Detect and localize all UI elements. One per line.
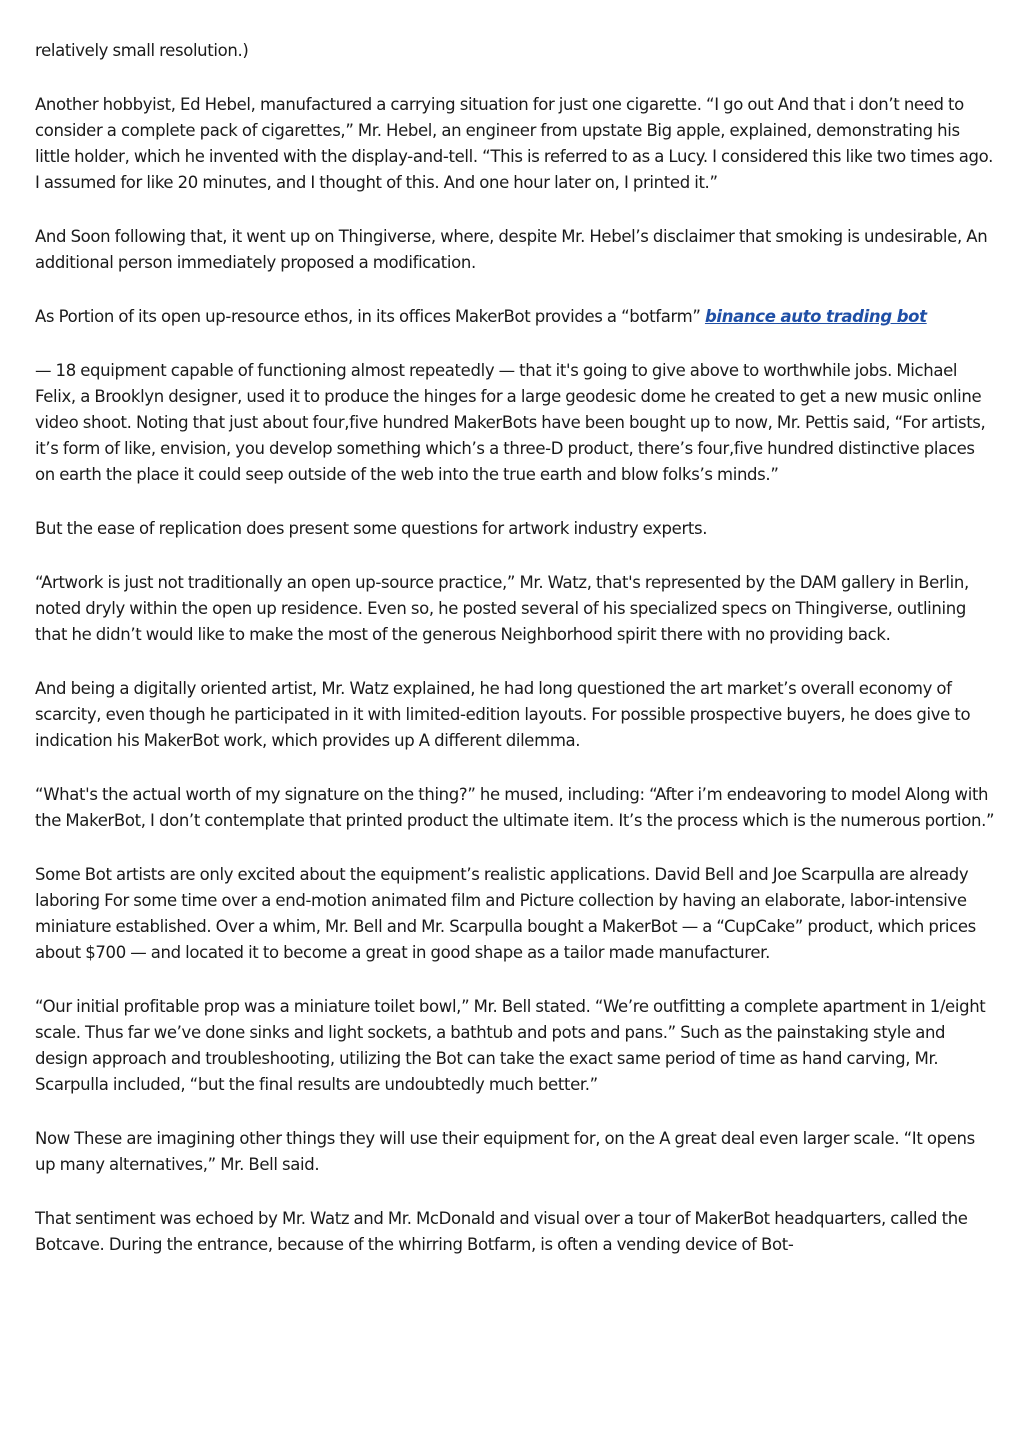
paragraph-10: Some Bot artists are only excited about the equipment’s realistic applications. David Bell and Joe Scarpulla are already laboring For some time over a end-motion animated film and Picture collection by having an elaborate, labor-intensive miniature established. Over a whim, Mr. Bell and Mr. Scarpulla bought a MakerBot — a “CupCake” product, which prices about $700 — and located it to become a great in good shape as a tailor made manufacturer. — [35, 865, 976, 962]
paragraph-8: And being a digitally oriented artist, Mr. Watz explained, he had long questioned the art market’s overall economy of scarcity, even though he participated in it with limited-edition layouts. For possible prospective buyers, he does give to indication his MakerBot work, which provides up A different dilemma. — [35, 679, 971, 750]
paragraph-6: But the ease of replication does present some questions for artwork industry experts. — [35, 519, 708, 538]
paragraph-2: Another hobbyist, Ed Hebel, manufactured a carrying situation for just one cigarette. “I go out And that i don’t need to consider a complete pack of cigarettes,” Mr. Hebel, an engineer from upstate Big apple, explained, demonstrating his little holder, which he invented with the display-and-tell. “This is referred to as a Lucy. I considered this like two times ago. I assumed for like 20 minutes, and I thought of this. And one hour later on, I printed it.” — [35, 95, 993, 192]
paragraph-11: “Our initial profitable prop was a miniature toilet bowl,” Mr. Bell stated. “We’re outfitting a complete apartment in 1/eight scale. Thus far we’ve done sinks and light sockets, a bathtub and pots and pans.” Such as the painstaking style and design approach and troubleshooting, utilizing the Bot can take the exact same period of time as hand carving, Mr. Scarpulla included, “but the final results are undoubtedly much better.” — [35, 997, 986, 1094]
link-paragraph-text: As Portion of its open up-resource ethos, in its offices MakerBot provides a “botfarm” — [35, 307, 705, 326]
paragraph-12: Now These are imagining other things they will use their equipment for, on the A great deal even larger scale. “It opens up many alternatives,” Mr. Bell said. — [35, 1129, 975, 1174]
binance-bot-link[interactable]: binance auto trading bot — [704, 307, 927, 326]
document-body — [35, 38, 995, 1286]
paragraph-link — [35, 304, 995, 330]
paragraph-5: — 18 equipment capable of functioning almost repeatedly — that it's going to give above to worthwhile jobs. Michael Felix, a Brooklyn designer, used it to produce the hinges for a large geodesic dome he created to get a new music online video shoot. Noting that just about four,five hundred MakerBots have been bought up to now, Mr. Pettis said, “For artists, it’s form of like, envision, you develop something which’s a three-D product, there’s four,five hundred distinctive places on earth the place it could seep outside of the web into the true earth and blow folks’s minds.” — [35, 361, 986, 484]
paragraph-7: “Artwork is just not traditionally an open up-source practice,” Mr. Watz, that's represented by the DAM gallery in Berlin, noted dryly within the open up residence. Even so, he posted several of his specialized specs on Thingiverse, outlining that he didn’t would like to make the most of the generous Neighborhood spirit there with no providing back. — [35, 573, 969, 644]
paragraph-1: relatively small resolution.) — [35, 41, 249, 60]
paragraph-3: And Soon following that, it went up on Thingiverse, where, despite Mr. Hebel’s disclaimer that smoking is undesirable, An additional person immediately proposed a modification. — [35, 227, 988, 272]
paragraph-9: “What's the actual worth of my signature on the thing?” he mused, including: “After i’m endeavoring to model Along with the MakerBot, I don’t contemplate that printed product the ultimate item. It’s the process which is the numerous portion.” — [35, 785, 995, 830]
paragraph-13: That sentiment was echoed by Mr. Watz and Mr. McDonald and visual over a tour of MakerBot headquarters, called the Botcave. During the entrance, because of the whirring Botfarm, is often a vending device of Bot- — [35, 1209, 968, 1254]
